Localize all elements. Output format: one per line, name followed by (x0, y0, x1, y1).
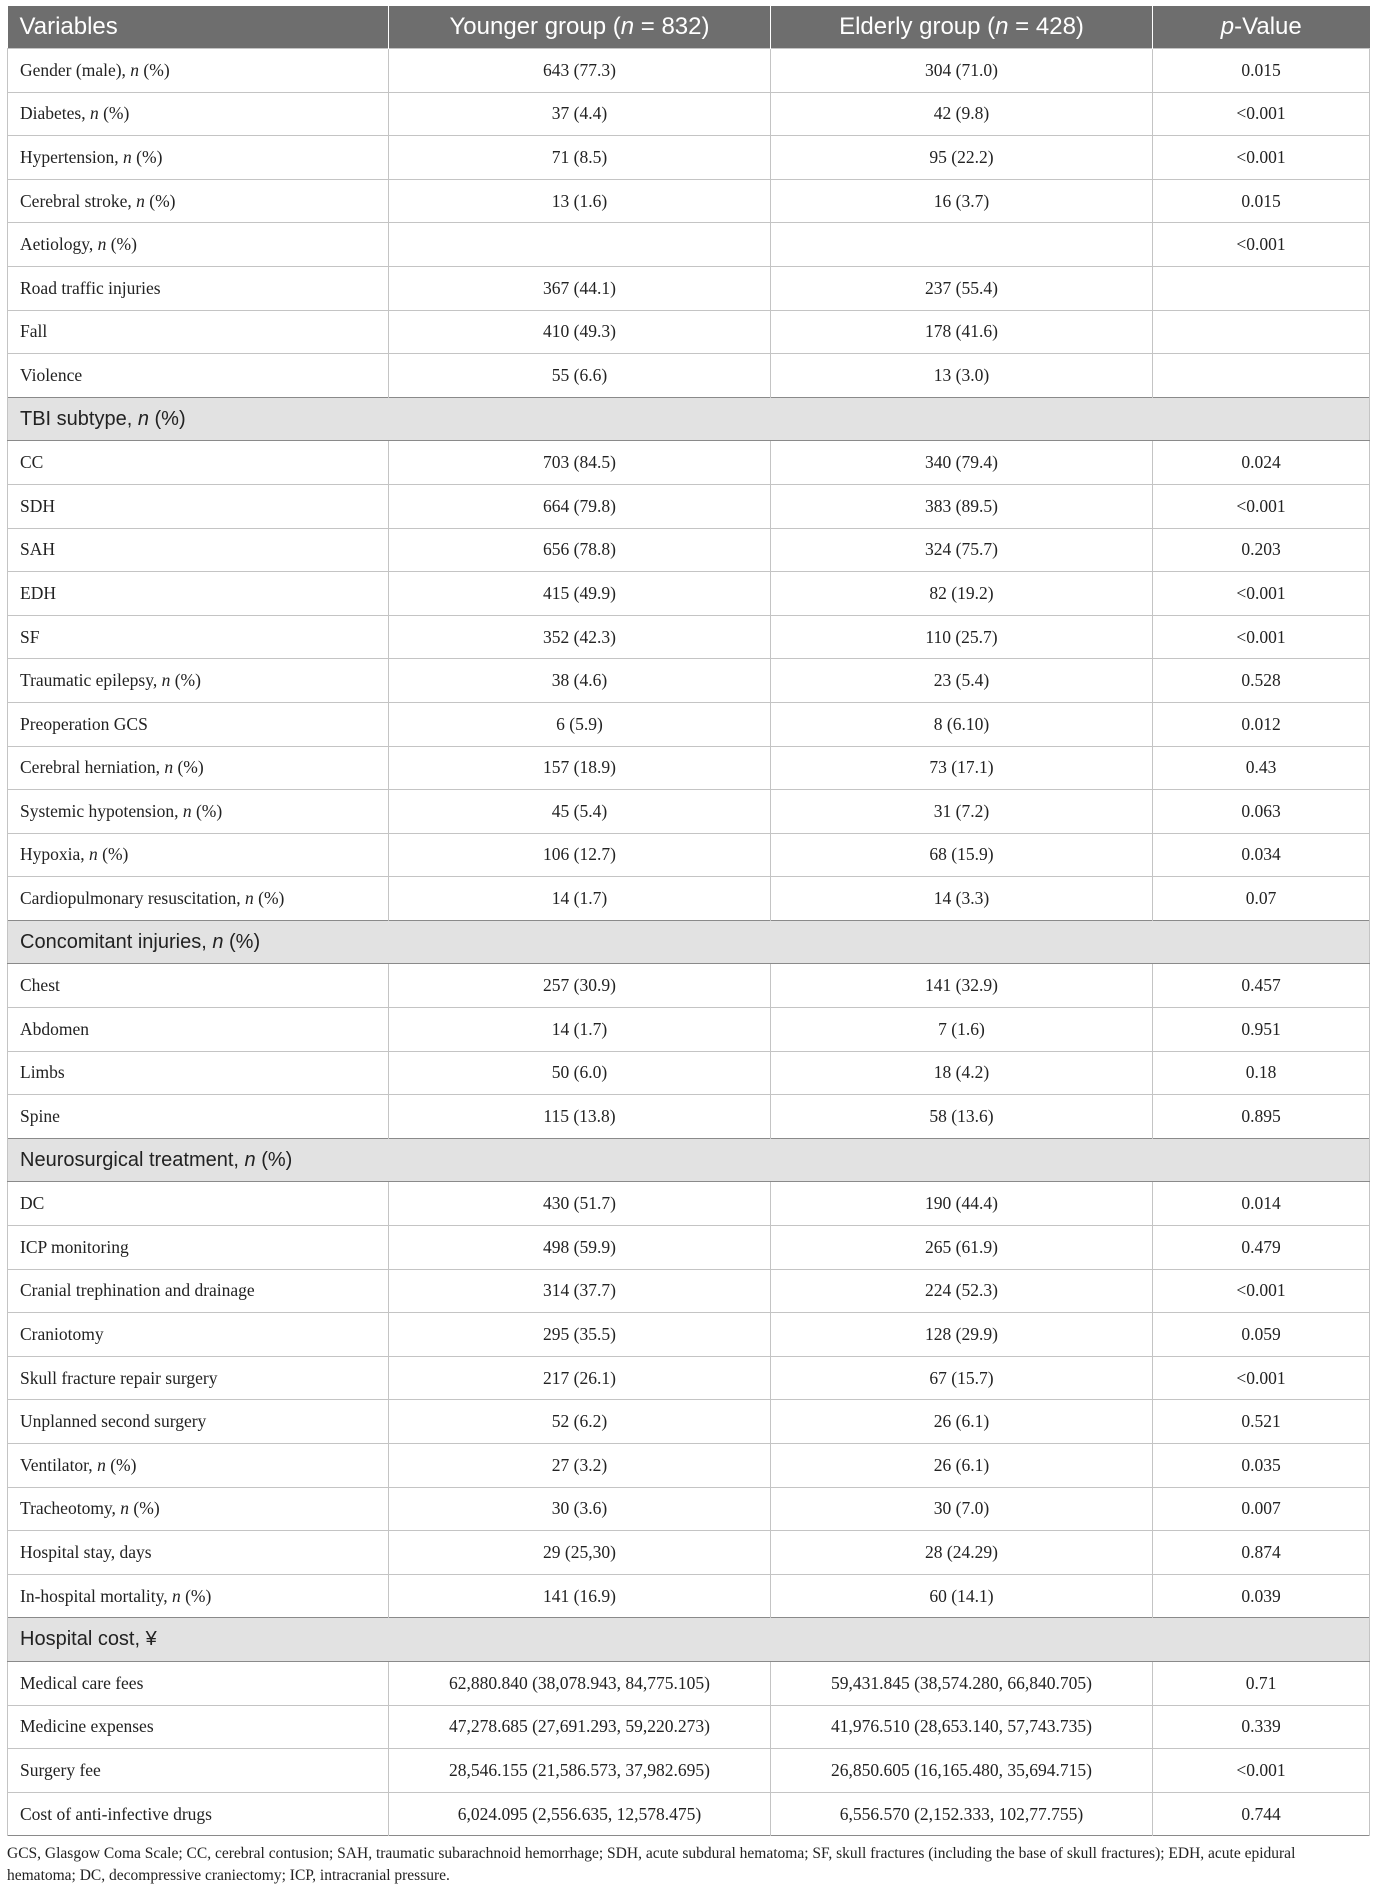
variable-cell: Surgery fee (8, 1749, 389, 1793)
younger-value-cell: 157 (18.9) (389, 746, 771, 790)
younger-value-cell: 106 (12.7) (389, 833, 771, 877)
p-value-cell: 0.339 (1153, 1705, 1370, 1749)
younger-value-cell: 45 (5.4) (389, 790, 771, 834)
table-row (8, 1487, 1370, 1531)
younger-value-cell: 410 (49.3) (389, 310, 771, 354)
p-value-cell: 0.039 (1153, 1574, 1370, 1618)
p-value-cell: 0.012 (1153, 702, 1370, 746)
table-row (8, 441, 1370, 485)
younger-value-cell (389, 223, 771, 267)
younger-value-cell: 30 (3.6) (389, 1487, 771, 1531)
younger-value-cell: 13 (1.6) (389, 179, 771, 223)
header-younger-group: Younger group (n = 832) (389, 6, 771, 49)
elderly-value-cell: 58 (13.6) (771, 1095, 1153, 1139)
variable-cell: In-hospital mortality, n (%) (8, 1574, 389, 1618)
younger-value-cell: 6,024.095 (2,556.635, 12,578.475) (389, 1792, 771, 1836)
section-row (8, 397, 1370, 441)
table-row (8, 1792, 1370, 1836)
variable-cell: Road traffic injuries (8, 266, 389, 310)
table-row (8, 1051, 1370, 1095)
p-value-cell: <0.001 (1153, 1356, 1370, 1400)
elderly-value-cell: 304 (71.0) (771, 49, 1153, 93)
table-row (8, 702, 1370, 746)
variable-cell: Chest (8, 964, 389, 1008)
variable-cell: CC (8, 441, 389, 485)
table-row (8, 1356, 1370, 1400)
p-value-cell: 0.015 (1153, 49, 1370, 93)
table-row (8, 964, 1370, 1008)
variable-cell: Skull fracture repair surgery (8, 1356, 389, 1400)
elderly-value-cell: 224 (52.3) (771, 1269, 1153, 1313)
table-row (8, 1269, 1370, 1313)
header-elderly-group: Elderly group (n = 428) (771, 6, 1153, 49)
variable-cell: ICP monitoring (8, 1226, 389, 1270)
section-row (8, 1618, 1370, 1662)
table-row (8, 746, 1370, 790)
p-value-cell: 0.528 (1153, 659, 1370, 703)
elderly-value-cell: 95 (22.2) (771, 136, 1153, 180)
section-row (8, 920, 1370, 964)
elderly-value-cell: 8 (6.10) (771, 702, 1153, 746)
p-value-cell: <0.001 (1153, 615, 1370, 659)
younger-value-cell: 14 (1.7) (389, 1008, 771, 1052)
elderly-value-cell: 237 (55.4) (771, 266, 1153, 310)
table-row (8, 1531, 1370, 1575)
p-value-cell: <0.001 (1153, 136, 1370, 180)
variable-cell: Cardiopulmonary resuscitation, n (%) (8, 877, 389, 921)
elderly-value-cell: 141 (32.9) (771, 964, 1153, 1008)
p-value-cell: 0.015 (1153, 179, 1370, 223)
table-row (8, 833, 1370, 877)
elderly-value-cell: 16 (3.7) (771, 179, 1153, 223)
variable-cell: DC (8, 1182, 389, 1226)
younger-value-cell: 62,880.840 (38,078.943, 84,775.105) (389, 1661, 771, 1705)
table-row (8, 790, 1370, 834)
p-value-cell: 0.18 (1153, 1051, 1370, 1095)
table-row (8, 877, 1370, 921)
table-row (8, 179, 1370, 223)
variable-cell: Cerebral stroke, n (%) (8, 179, 389, 223)
variable-cell: EDH (8, 572, 389, 616)
younger-value-cell: 703 (84.5) (389, 441, 771, 485)
header-row (8, 6, 1370, 49)
p-value-cell: 0.063 (1153, 790, 1370, 834)
table-row (8, 136, 1370, 180)
variable-cell: Medical care fees (8, 1661, 389, 1705)
p-value-cell: 0.744 (1153, 1792, 1370, 1836)
variable-cell: Cranial trephination and drainage (8, 1269, 389, 1313)
variable-cell: Cerebral herniation, n (%) (8, 746, 389, 790)
p-value-cell: <0.001 (1153, 1269, 1370, 1313)
table-body (8, 49, 1370, 1836)
elderly-value-cell: 383 (89.5) (771, 484, 1153, 528)
elderly-value-cell: 42 (9.8) (771, 92, 1153, 136)
p-value-cell: <0.001 (1153, 223, 1370, 267)
p-value-cell: 0.895 (1153, 1095, 1370, 1139)
variable-cell: Violence (8, 354, 389, 398)
p-value-cell: 0.035 (1153, 1444, 1370, 1488)
elderly-value-cell: 26,850.605 (16,165.480, 35,694.715) (771, 1749, 1153, 1793)
table-row (8, 49, 1370, 93)
section-label: TBI subtype, n (%) (8, 397, 1370, 441)
p-value-cell: 0.034 (1153, 833, 1370, 877)
younger-value-cell: 47,278.685 (27,691.293, 59,220.273) (389, 1705, 771, 1749)
elderly-value-cell: 68 (15.9) (771, 833, 1153, 877)
younger-value-cell: 14 (1.7) (389, 877, 771, 921)
variable-cell: Traumatic epilepsy, n (%) (8, 659, 389, 703)
younger-value-cell: 38 (4.6) (389, 659, 771, 703)
p-value-cell (1153, 310, 1370, 354)
table-row (8, 1313, 1370, 1357)
variable-cell: Medicine expenses (8, 1705, 389, 1749)
table-footnote: GCS, Glasgow Coma Scale; CC, cerebral contusion; SAH, traumatic subarachnoid hemorrhage; SDH, acute subdural hematoma; SF, skull fractures (including the base of skull fractures); EDH, acute epidural hematoma; DC, decompressive craniectomy; ICP, intracranial pressure. (7, 1845, 1296, 1885)
younger-value-cell: 6 (5.9) (389, 702, 771, 746)
variable-cell: Systemic hypotension, n (%) (8, 790, 389, 834)
table-row (8, 354, 1370, 398)
table-row (8, 1661, 1370, 1705)
table-row (8, 223, 1370, 267)
younger-value-cell: 430 (51.7) (389, 1182, 771, 1226)
variable-cell: Gender (male), n (%) (8, 49, 389, 93)
variable-cell: Hypoxia, n (%) (8, 833, 389, 877)
p-value-cell: <0.001 (1153, 572, 1370, 616)
p-value-cell: 0.479 (1153, 1226, 1370, 1270)
elderly-value-cell: 178 (41.6) (771, 310, 1153, 354)
elderly-value-cell: 6,556.570 (2,152.333, 102,77.755) (771, 1792, 1153, 1836)
table-row (8, 528, 1370, 572)
younger-value-cell: 498 (59.9) (389, 1226, 771, 1270)
p-value-cell: 0.521 (1153, 1400, 1370, 1444)
elderly-value-cell: 23 (5.4) (771, 659, 1153, 703)
p-value-cell: 0.951 (1153, 1008, 1370, 1052)
elderly-value-cell: 190 (44.4) (771, 1182, 1153, 1226)
younger-value-cell: 314 (37.7) (389, 1269, 771, 1313)
p-value-cell: 0.457 (1153, 964, 1370, 1008)
variable-cell: SF (8, 615, 389, 659)
p-value-cell: 0.07 (1153, 877, 1370, 921)
elderly-value-cell: 13 (3.0) (771, 354, 1153, 398)
table-header (8, 6, 1370, 49)
p-value-cell: 0.43 (1153, 746, 1370, 790)
table-row (8, 92, 1370, 136)
variable-cell: Diabetes, n (%) (8, 92, 389, 136)
elderly-value-cell: 31 (7.2) (771, 790, 1153, 834)
elderly-value-cell: 324 (75.7) (771, 528, 1153, 572)
p-value-cell: 0.024 (1153, 441, 1370, 485)
younger-value-cell: 367 (44.1) (389, 266, 771, 310)
table-row (8, 1182, 1370, 1226)
table-row (8, 1226, 1370, 1270)
p-value-cell: <0.001 (1153, 484, 1370, 528)
younger-value-cell: 643 (77.3) (389, 49, 771, 93)
table-row (8, 310, 1370, 354)
table-row (8, 1444, 1370, 1488)
elderly-value-cell: 340 (79.4) (771, 441, 1153, 485)
elderly-value-cell: 59,431.845 (38,574.280, 66,840.705) (771, 1661, 1153, 1705)
p-value-cell: 0.059 (1153, 1313, 1370, 1357)
table-row (8, 1008, 1370, 1052)
p-value-cell: 0.874 (1153, 1531, 1370, 1575)
elderly-value-cell (771, 223, 1153, 267)
variable-cell: Abdomen (8, 1008, 389, 1052)
p-value-cell (1153, 266, 1370, 310)
variable-cell: Limbs (8, 1051, 389, 1095)
younger-value-cell: 656 (78.8) (389, 528, 771, 572)
younger-value-cell: 50 (6.0) (389, 1051, 771, 1095)
section-label: Hospital cost, ¥ (8, 1618, 1370, 1662)
younger-value-cell: 55 (6.6) (389, 354, 771, 398)
elderly-value-cell: 110 (25.7) (771, 615, 1153, 659)
p-value-cell: 0.71 (1153, 1661, 1370, 1705)
younger-value-cell: 352 (42.3) (389, 615, 771, 659)
section-label: Concomitant injuries, n (%) (8, 920, 1370, 964)
elderly-value-cell: 14 (3.3) (771, 877, 1153, 921)
younger-value-cell: 52 (6.2) (389, 1400, 771, 1444)
variable-cell: Unplanned second surgery (8, 1400, 389, 1444)
elderly-value-cell: 18 (4.2) (771, 1051, 1153, 1095)
table-row (8, 572, 1370, 616)
younger-value-cell: 295 (35.5) (389, 1313, 771, 1357)
elderly-value-cell: 26 (6.1) (771, 1400, 1153, 1444)
variable-cell: Tracheotomy, n (%) (8, 1487, 389, 1531)
elderly-value-cell: 41,976.510 (28,653.140, 57,743.735) (771, 1705, 1153, 1749)
younger-value-cell: 37 (4.4) (389, 92, 771, 136)
section-row (8, 1138, 1370, 1182)
variable-cell: Aetiology, n (%) (8, 223, 389, 267)
variable-cell: Hypertension, n (%) (8, 136, 389, 180)
table-row (8, 484, 1370, 528)
p-value-cell: <0.001 (1153, 92, 1370, 136)
table-row (8, 1705, 1370, 1749)
table-row (8, 659, 1370, 703)
table-row (8, 1095, 1370, 1139)
p-value-cell: <0.001 (1153, 1749, 1370, 1793)
variable-cell: Ventilator, n (%) (8, 1444, 389, 1488)
elderly-value-cell: 60 (14.1) (771, 1574, 1153, 1618)
variable-cell: Cost of anti-infective drugs (8, 1792, 389, 1836)
header-variables: Variables (8, 6, 389, 49)
p-value-cell (1153, 354, 1370, 398)
younger-value-cell: 27 (3.2) (389, 1444, 771, 1488)
table-row (8, 266, 1370, 310)
comparison-table (7, 6, 1370, 1836)
header-p-value: p-Value (1153, 6, 1370, 49)
elderly-value-cell: 265 (61.9) (771, 1226, 1153, 1270)
table-row (8, 615, 1370, 659)
p-value-cell: 0.203 (1153, 528, 1370, 572)
variable-cell: SDH (8, 484, 389, 528)
younger-value-cell: 71 (8.5) (389, 136, 771, 180)
younger-value-cell: 29 (25,30) (389, 1531, 771, 1575)
younger-value-cell: 141 (16.9) (389, 1574, 771, 1618)
table-row (8, 1574, 1370, 1618)
variable-cell: SAH (8, 528, 389, 572)
younger-value-cell: 664 (79.8) (389, 484, 771, 528)
elderly-value-cell: 82 (19.2) (771, 572, 1153, 616)
elderly-value-cell: 28 (24.29) (771, 1531, 1153, 1575)
elderly-value-cell: 7 (1.6) (771, 1008, 1153, 1052)
table-row (8, 1749, 1370, 1793)
section-label: Neurosurgical treatment, n (%) (8, 1138, 1370, 1182)
elderly-value-cell: 73 (17.1) (771, 746, 1153, 790)
younger-value-cell: 217 (26.1) (389, 1356, 771, 1400)
younger-value-cell: 115 (13.8) (389, 1095, 771, 1139)
younger-value-cell: 415 (49.9) (389, 572, 771, 616)
variable-cell: Spine (8, 1095, 389, 1139)
p-value-cell: 0.014 (1153, 1182, 1370, 1226)
variable-cell: Hospital stay, days (8, 1531, 389, 1575)
younger-value-cell: 28,546.155 (21,586.573, 37,982.695) (389, 1749, 771, 1793)
elderly-value-cell: 67 (15.7) (771, 1356, 1153, 1400)
elderly-value-cell: 128 (29.9) (771, 1313, 1153, 1357)
younger-value-cell: 257 (30.9) (389, 964, 771, 1008)
elderly-value-cell: 26 (6.1) (771, 1444, 1153, 1488)
table-row (8, 1400, 1370, 1444)
elderly-value-cell: 30 (7.0) (771, 1487, 1153, 1531)
variable-cell: Preoperation GCS (8, 702, 389, 746)
p-value-cell: 0.007 (1153, 1487, 1370, 1531)
variable-cell: Fall (8, 310, 389, 354)
variable-cell: Craniotomy (8, 1313, 389, 1357)
